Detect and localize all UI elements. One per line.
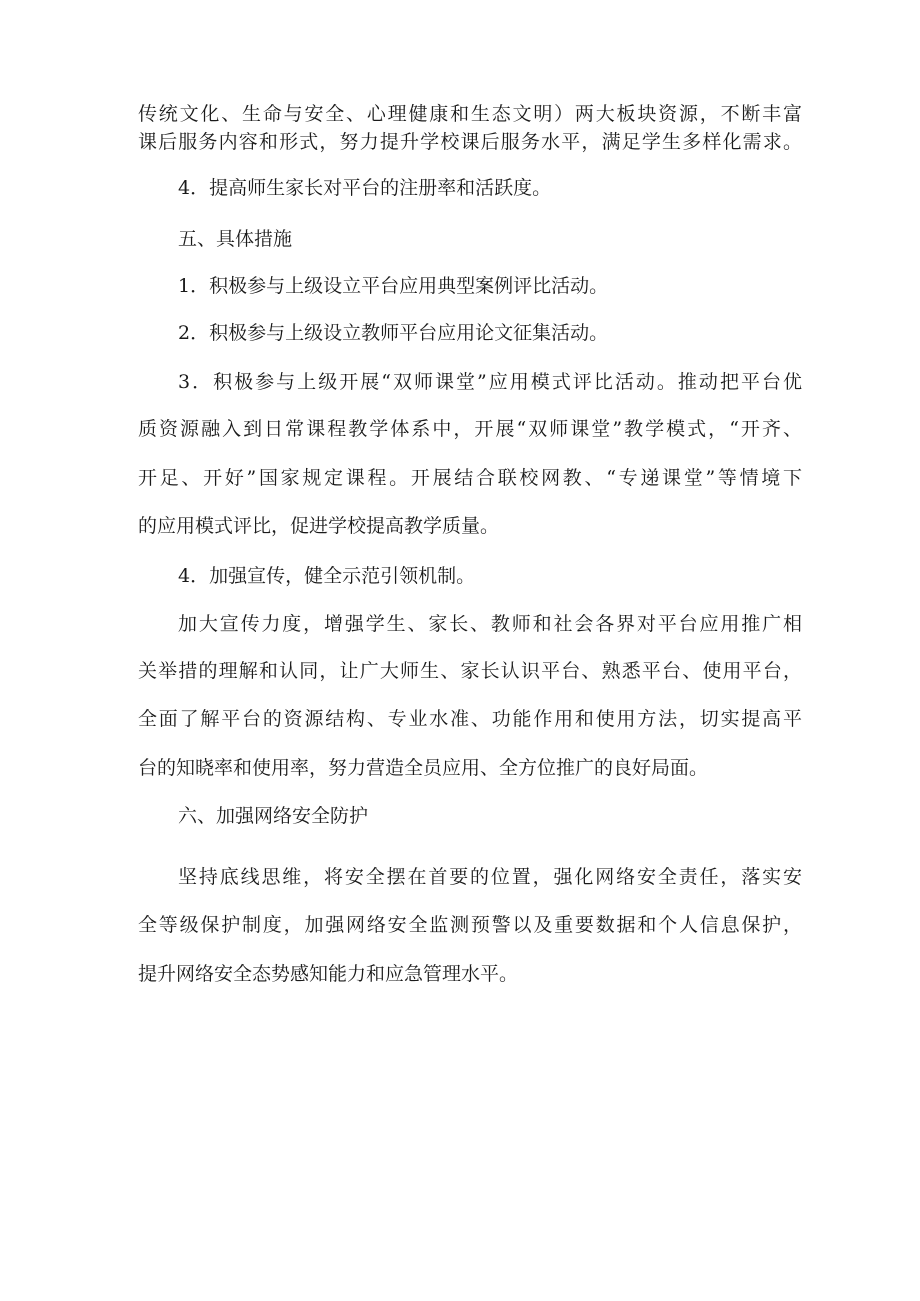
publicity-line-4: 台的知晓率和使用率，努力营造全员应用、全方位推广的良好局面。 xyxy=(138,757,709,779)
intro-line-1: 传统文化、生命与安全、心理健康和生态文明）两大板块资源，不断丰富 xyxy=(138,103,802,125)
security-line-3: 提升网络安全态势感知能力和应急管理水平。 xyxy=(138,963,519,985)
security-line-1: 坚持底线思维，将安全摆在首要的位置，强化网络安全责任，落实安 xyxy=(178,866,802,888)
measure-item-3-line-1: 3．积极参与上级开展“双师课堂”应用模式评比活动。推动把平台优 xyxy=(178,371,802,393)
section-heading-6: 六、加强网络安全防护 xyxy=(178,805,369,827)
measure-item-3-line-4: 的应用模式评比，促进学校提高教学质量。 xyxy=(138,515,500,537)
measure-item-3-line-3: 开足、开好”国家规定课程。开展结合联校网教、“专递课堂”等情境下 xyxy=(138,467,802,489)
measure-item-1: 1．积极参与上级设立平台应用典型案例评比活动。 xyxy=(178,275,609,297)
security-line-2: 全等级保护制度，加强网络安全监测预警以及重要数据和个人信息保护， xyxy=(138,914,802,936)
measure-item-4: 4．加强宣传，健全示范引领机制。 xyxy=(178,565,476,587)
measure-item-2: 2．积极参与上级设立教师平台应用论文征集活动。 xyxy=(178,322,609,344)
intro-line-2: 课后服务内容和形式，努力提升学校课后服务水平，满足学生多样化需求。 xyxy=(138,131,802,153)
publicity-line-2: 关举措的理解和认同，让广大师生、家长认识平台、熟悉平台、使用平台， xyxy=(138,660,802,682)
measure-item-3-line-2: 质资源融入到日常课程教学体系中，开展“双师课堂”教学模式，“开齐、 xyxy=(138,418,802,440)
goal-item-4: 4．提高师生家长对平台的注册率和活跃度。 xyxy=(178,177,552,199)
publicity-line-1: 加大宣传力度，增强学生、家长、教师和社会各界对平台应用推广相 xyxy=(178,613,802,635)
section-heading-5: 五、具体措施 xyxy=(178,228,293,250)
publicity-line-3: 全面了解平台的资源结构、专业水准、功能作用和使用方法，切实提高平 xyxy=(138,708,802,730)
